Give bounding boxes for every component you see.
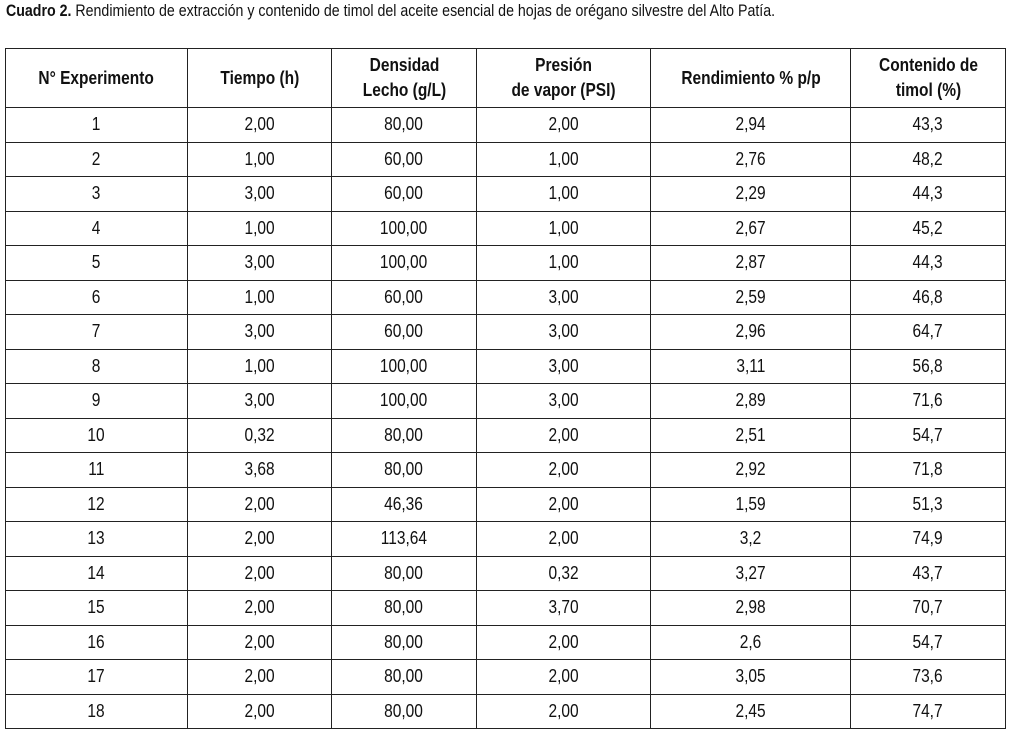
cell-value: 12 [87,493,106,514]
cell-tiempo [188,108,332,143]
cell-timol [851,142,1006,177]
cell-tiempo [188,384,332,419]
header-row [6,49,1006,108]
cell-presion [477,177,651,212]
cell-densidad [332,694,477,729]
cell-value: 2,00 [244,666,275,687]
cell-experimento [6,211,188,246]
cell-experimento [6,556,188,591]
cell-experimento [6,522,188,557]
cell-value: 46,36 [384,493,424,514]
cell-experimento [6,384,188,419]
cell-value: 1,59 [735,493,766,514]
cell-value: 74,9 [912,528,944,549]
cell-timol [851,211,1006,246]
cell-value: 80,00 [384,700,424,721]
cell-experimento [6,453,188,488]
cell-value: 54,7 [912,631,944,652]
cell-value: 0,32 [548,562,579,583]
cell-value: 60,00 [384,321,424,342]
cell-tiempo [188,211,332,246]
cell-experimento [6,694,188,729]
cell-value: 80,00 [384,459,424,480]
cell-value: 43,3 [912,114,944,135]
cell-value: 4 [92,217,101,238]
header-experimento [6,49,188,108]
cell-tiempo [188,349,332,384]
cell-tiempo [188,418,332,453]
cell-value: 1,00 [244,148,275,169]
cell-value: 3,00 [244,390,275,411]
cell-value: 3,00 [244,321,275,342]
cell-densidad [332,625,477,660]
table-row [6,660,1006,695]
cell-rendimiento [651,487,851,522]
cell-densidad [332,453,477,488]
cell-densidad [332,487,477,522]
cell-rendimiento [651,280,851,315]
data-table [5,48,1006,729]
cell-timol [851,522,1006,557]
table-row [6,142,1006,177]
cell-presion [477,694,651,729]
cell-presion [477,384,651,419]
table-row [6,280,1006,315]
table-row [6,315,1006,350]
caption-text: Rendimiento de extracción y contenido de timol del aceite esencial de hojas de orégano silvestre del Alto Patía. [71,2,776,20]
cell-value: 15 [87,597,106,618]
table-row [6,625,1006,660]
cell-presion [477,522,651,557]
cell-value: 3,00 [548,390,579,411]
cell-value: 100,00 [380,355,428,376]
header-line: de vapor (PSI) [511,80,616,100]
cell-value: 10 [87,424,106,445]
cell-value: 1,00 [548,217,579,238]
cell-value: 80,00 [384,114,424,135]
cell-value: 2,00 [548,459,579,480]
table-row [6,522,1006,557]
cell-rendimiento [651,660,851,695]
cell-timol [851,556,1006,591]
cell-densidad [332,315,477,350]
cell-rendimiento [651,556,851,591]
cell-timol [851,453,1006,488]
cell-tiempo [188,660,332,695]
cell-experimento [6,315,188,350]
table-row [6,556,1006,591]
cell-densidad [332,384,477,419]
cell-value: 1,00 [548,252,579,273]
cell-presion [477,487,651,522]
cell-value: 60,00 [384,183,424,204]
cell-presion [477,142,651,177]
header-line: Densidad [369,55,439,75]
cell-presion [477,453,651,488]
cell-experimento [6,177,188,212]
cell-value: 2,67 [735,217,766,238]
cell-value: 2,00 [548,700,579,721]
cell-value: 100,00 [380,252,428,273]
cell-value: 2,59 [735,286,766,307]
cell-value: 2,00 [244,631,275,652]
cell-tiempo [188,694,332,729]
cell-rendimiento [651,591,851,626]
cell-value: 80,00 [384,666,424,687]
cell-value: 64,7 [912,321,944,342]
cell-value: 2,00 [548,528,579,549]
cell-value: 6 [92,286,101,307]
cell-densidad [332,591,477,626]
cell-rendimiento [651,694,851,729]
cell-value: 3,27 [735,562,766,583]
cell-value: 2,00 [244,528,275,549]
cell-densidad [332,660,477,695]
header-line: Contenido de [878,55,978,75]
cell-tiempo [188,315,332,350]
cell-value: 46,8 [912,286,944,307]
cell-value: 1,00 [244,286,275,307]
cell-rendimiento [651,349,851,384]
cell-value: 1 [92,114,101,135]
cell-densidad [332,177,477,212]
table-row [6,108,1006,143]
cell-value: 2,00 [548,424,579,445]
cell-value: 7 [92,321,101,342]
cell-value: 2,00 [244,597,275,618]
cell-value: 16 [87,631,106,652]
cell-value: 2,89 [735,390,766,411]
cell-value: 3,00 [548,286,579,307]
cell-value: 2,00 [548,114,579,135]
cell-value: 80,00 [384,597,424,618]
cell-value: 80,00 [384,424,424,445]
cell-rendimiento [651,177,851,212]
cell-value: 60,00 [384,148,424,169]
cell-tiempo [188,625,332,660]
cell-presion [477,108,651,143]
header-line: Lecho (g/L) [362,80,446,100]
cell-presion [477,625,651,660]
cell-presion [477,280,651,315]
header-rendimiento [651,49,851,108]
cell-rendimiento [651,211,851,246]
cell-timol [851,280,1006,315]
cell-experimento [6,280,188,315]
cell-value: 100,00 [380,390,428,411]
cell-value: 44,3 [912,252,944,273]
cell-value: 2,87 [735,252,766,273]
table-row [6,591,1006,626]
cell-value: 2,00 [548,493,579,514]
header-densidad [332,49,477,108]
cell-rendimiento [651,315,851,350]
cell-value: 1,00 [244,355,275,376]
table-header [6,49,1006,108]
cell-value: 3,70 [548,597,579,618]
cell-densidad [332,142,477,177]
cell-value: 18 [87,700,106,721]
cell-densidad [332,418,477,453]
cell-value: 1,00 [548,148,579,169]
cell-tiempo [188,556,332,591]
cell-densidad [332,211,477,246]
cell-timol [851,177,1006,212]
cell-timol [851,694,1006,729]
header-line: Tiempo (h) [220,67,299,88]
cell-value: 2,00 [244,700,275,721]
cell-value: 17 [87,666,106,687]
header-presion [477,49,651,108]
cell-densidad [332,556,477,591]
cell-value: 2,29 [735,183,766,204]
header-line: Rendimiento % p/p [680,67,821,88]
cell-tiempo [188,177,332,212]
cell-value: 3,11 [735,355,765,376]
cell-experimento [6,246,188,281]
cell-value: 113,64 [380,528,428,549]
cell-value: 3,00 [548,355,579,376]
table-body [6,108,1006,729]
cell-timol [851,246,1006,281]
cell-value: 71,6 [912,390,944,411]
cell-value: 0,32 [244,424,275,445]
cell-densidad [332,349,477,384]
cell-experimento [6,418,188,453]
cell-value: 80,00 [384,631,424,652]
cell-rendimiento [651,625,851,660]
cell-experimento [6,349,188,384]
cell-value: 2,00 [548,631,579,652]
cell-timol [851,418,1006,453]
cell-value: 60,00 [384,286,424,307]
cell-timol [851,625,1006,660]
cell-experimento [6,108,188,143]
cell-densidad [332,246,477,281]
cell-value: 3,00 [244,183,275,204]
cell-rendimiento [651,522,851,557]
cell-densidad [332,522,477,557]
cell-value: 13 [87,528,106,549]
header-line: timol (%) [895,80,961,100]
cell-value: 11 [88,459,105,480]
cell-presion [477,660,651,695]
cell-value: 1,00 [244,217,275,238]
cell-rendimiento [651,453,851,488]
cell-experimento [6,660,188,695]
cell-presion [477,349,651,384]
cell-value: 14 [87,562,106,583]
cell-value: 8 [92,355,101,376]
cell-timol [851,487,1006,522]
cell-timol [851,384,1006,419]
cell-timol [851,349,1006,384]
header-tiempo [188,49,332,108]
cell-presion [477,591,651,626]
header-timol [851,49,1006,108]
table-row [6,453,1006,488]
cell-presion [477,211,651,246]
cell-tiempo [188,487,332,522]
cell-value: 71,8 [912,459,944,480]
table-row [6,349,1006,384]
cell-value: 2,00 [548,666,579,687]
cell-value: 100,00 [380,217,428,238]
cell-timol [851,660,1006,695]
cell-value: 74,7 [912,700,944,721]
table-row [6,487,1006,522]
cell-value: 3 [92,183,101,204]
cell-value: 51,3 [912,493,944,514]
cell-value: 73,6 [912,666,944,687]
cell-timol [851,591,1006,626]
cell-value: 2,76 [735,148,766,169]
cell-value: 3,05 [735,666,766,687]
cell-rendimiento [651,418,851,453]
cell-value: 3,68 [244,459,275,480]
cell-value: 44,3 [912,183,944,204]
cell-value: 2,00 [244,493,275,514]
cell-presion [477,418,651,453]
cell-value: 2,00 [244,114,275,135]
cell-value: 2,00 [244,562,275,583]
cell-value: 3,2 [739,528,762,549]
table-row [6,211,1006,246]
header-line: N° Experimento [38,67,155,88]
cell-value: 5 [92,252,101,273]
cell-value: 2 [92,148,101,169]
cell-timol [851,315,1006,350]
cell-value: 54,7 [912,424,944,445]
cell-value: 9 [92,390,101,411]
cell-rendimiento [651,142,851,177]
cell-value: 80,00 [384,562,424,583]
cell-value: 2,6 [739,631,762,652]
table-row [6,177,1006,212]
cell-presion [477,315,651,350]
cell-experimento [6,142,188,177]
table-row [6,384,1006,419]
cell-rendimiento [651,246,851,281]
cell-value: 2,96 [735,321,766,342]
cell-value: 2,98 [735,597,766,618]
cell-tiempo [188,280,332,315]
cell-value: 3,00 [244,252,275,273]
cell-rendimiento [651,108,851,143]
cell-value: 2,51 [735,424,766,445]
table-row [6,246,1006,281]
cell-rendimiento [651,384,851,419]
header-line: Presión [535,55,592,75]
cell-experimento [6,591,188,626]
cell-tiempo [188,453,332,488]
cell-value: 2,94 [735,114,766,135]
cell-value: 48,2 [912,148,944,169]
cell-value: 56,8 [912,355,944,376]
cell-value: 2,92 [735,459,766,480]
table-caption [6,0,775,24]
cell-value: 2,45 [735,700,766,721]
cell-tiempo [188,142,332,177]
cell-value: 3,00 [548,321,579,342]
cell-experimento [6,625,188,660]
cell-value: 43,7 [912,562,944,583]
cell-tiempo [188,246,332,281]
cell-value: 45,2 [912,217,944,238]
cell-densidad [332,280,477,315]
caption-label: Cuadro 2. [6,2,72,20]
cell-presion [477,556,651,591]
table-row [6,418,1006,453]
table-row [6,694,1006,729]
cell-timol [851,108,1006,143]
cell-tiempo [188,591,332,626]
cell-densidad [332,108,477,143]
cell-value: 70,7 [912,597,944,618]
cell-experimento [6,487,188,522]
cell-presion [477,246,651,281]
cell-value: 1,00 [548,183,579,204]
cell-tiempo [188,522,332,557]
